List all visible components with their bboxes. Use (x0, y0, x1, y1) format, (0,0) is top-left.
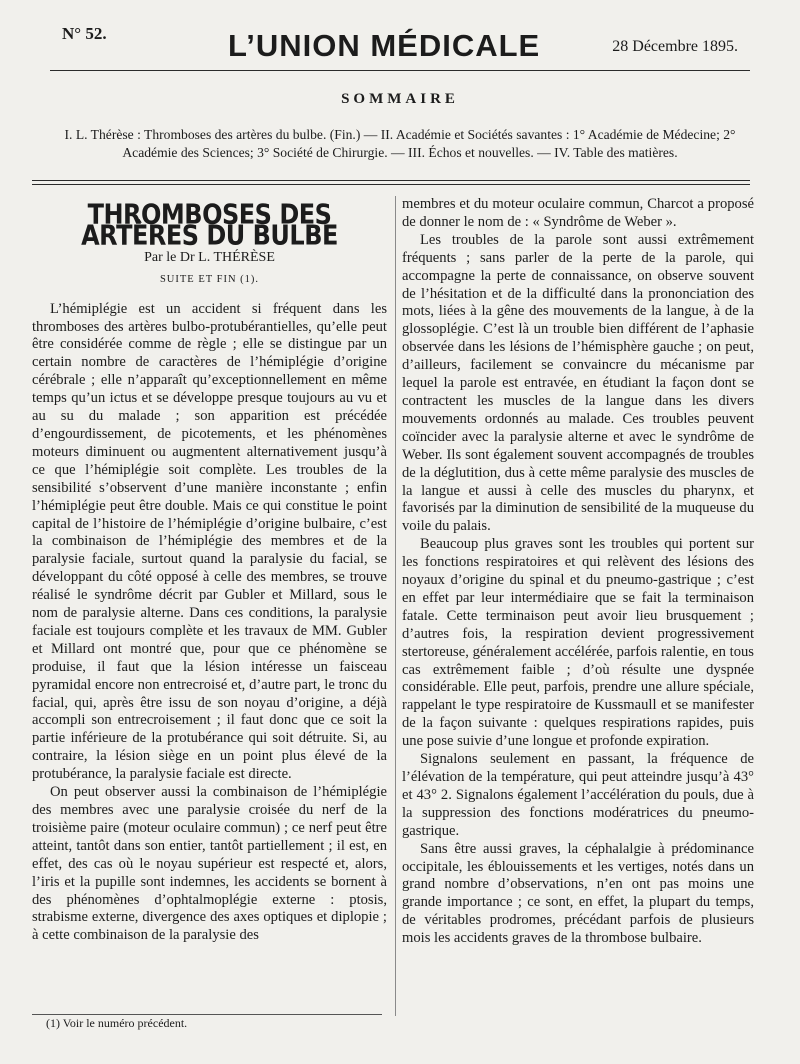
issue-date: 28 Décembre 1895. (612, 38, 738, 55)
sommaire-heading: SOMMAIRE (341, 91, 459, 107)
left-column (32, 196, 387, 945)
paragraph: L’hémiplégie est un accident si fréquent dans les thromboses des artères bulbo-protubérantielles, qu’elle peut être considérée comme de règle ; elle se distingue par un certain nombre de caractères de l’hémiplégie d’origine cérébrale ; elle n’apparaît qu’exceptionnellement en même temps qu’un ictus et se développe presque toujours au vu et au su du malade ; son apparition est précédée d’engourdissement, de picotements, et les phénomènes moteurs diminuent ou augmentent alternativement jusqu’à ce que l’hémiplégie soit complète. Les troubles de la sensibilité s’observent d’une manière inconstante ; enfin l’hémiplégie peut être double. Mais ce qui constitue le point capital de l’histoire de l’hémiplégie d’origine bulbaire, c’est la combinaison de l’hémiplégie des membres et de la paralysie faciale, surtout quand la paralysie du facial, se développant du côté opposé à celle des membres, se trouve réalisé le syndrôme décrit par Gubler et Millard, sous le nom de paralysie alterne. Dans ces conditions, la paralysie faciale est toujours complète et les travaux de MM. Gubler et Millard ont montré que, pour que ce phénomène se produise, il faut que la lésion intéresse un faisceau pyramidal encore non entrecroisé et, d’autre part, le tronc du facial, qui, après être issu de son noyau d’origine, a déjà accompli son entrecroisement ; il faut donc que ce soit la partie inférieure de la protubérance qui soit détruite. Si, au contraire, la lésion siège en un point plus élevé de la protubérance, la paralysie faciale est directe. (32, 300, 387, 783)
masthead (0, 0, 800, 80)
journal-title: L’UNION MÉDICALE (228, 28, 541, 63)
paragraph: membres et du moteur oculaire commun, Charcot a proposé de donner le nom de : « Syndrôme de Weber ». (402, 196, 754, 230)
paragraph: Beaucoup plus graves sont les troubles qui portent sur les fonctions respiratoires et qui relèvent des lésions des noyaux d’origine du spinal et du pneumo-gastrique ; c’est en effet par leur intermédiaire que se fait la terminaison fatale. Cette terminaison peut avoir lieu brusquement ; d’autres fois, la respiration devient progressivement stertoreuse, généralement accélérée, parfois ralentie, en tous cas extrêmement faible ; d’où résulte une dyspnée considérable. Elle peut, parfois, prendre une allure spéciale, rappelant le type respiratoire de Kussmaull et se manifester de la façon suivante : quelques respirations rapides, puis une pose suivie d’une longue et profonde expiration. (402, 536, 754, 750)
paragraph: On peut observer aussi la combinaison de l’hémiplégie des membres avec une paralysie croisée du nerf de la troisième paire (moteur oculaire commun) ; ce nerf peut être atteint, tantôt dans son entier, tantôt partiellement ; il est, en effet, des cas où le noyau supérieur est respecté et, alors, l’iris et la pupille sont indemnes, les accidents se bornent à des phénomènes d’ophtalmoplégie externe : ptosis, strabisme externe, divergence des axes optiques et diplopie ; à cette combinaison de la paralysie des (32, 784, 387, 944)
issue-number: N° 52. (62, 24, 107, 43)
column-divider (395, 196, 396, 1016)
sommaire-text: I. L. Thérèse : Thromboses des artères du bulbe. (Fin.) — II. Académie et Sociétés savantes : 1° Académie de Médecine; 2° Académie des Sciences; 3° Société de Chirurgie. — III. Échos et nouvelles. — IV. Table des matières. (64, 127, 736, 160)
paragraph: Signalons seulement en passant, la fréquence de l’élévation de la température, qui peut atteindre jusqu’à 43° et 43° 2. Signalons également l’accélération du pouls, due à la suppression des fonctions modératrices du pneumo-gastrique. (402, 751, 754, 839)
right-column (402, 196, 754, 948)
paragraph: Les troubles de la parole sont aussi extrêmement fréquents ; sans parler de la perte de la parole, qui accompagne la perte de connaissance, on observe souvent de l’hésitation et de la difficulté dans la prononciation des mots, liées à la gêne des mouvements de la langue, à de la glossoplégie. C’est là un trouble bien différent de l’aphasie observée dans les lésions de l’hémisphère gauche ; on peut, d’ailleurs, facilement se convaincre du mécanisme par lequel la parole est entravée, en étudiant la façon dont se contractent les muscles de la langue dans les divers mouvements ordonnés au malade. Ces troubles peuvent coïncider avec la paralysie alterne et avec le syndrôme de Weber. Ils sont également souvent accompagnés de troubles de la déglutition, dus à cette même paralysie des muscles de la langue et aussi à celle des muscles du pharynx, et favorisés par la diminution de sensibilité de la muqueuse du voile du palais. (402, 231, 754, 535)
paragraph: Sans être aussi graves, la céphalalgie à prédominance occipitale, les éblouissements et les vertiges, notés dans un grand nombre d’observations, n’en ont pas moins une grande importance ; ce sont, en effet, la plupart du temps, de véritables prodromes, précédant parfois de plusieurs mois les accidents graves de la thrombose bulbaire. (402, 840, 754, 947)
article-byline: Par le Dr L. THÉRÈSE (144, 249, 275, 265)
sommaire-rule-top (32, 180, 750, 181)
sommaire-rule-bottom (32, 184, 750, 185)
masthead-rule (50, 70, 750, 71)
article-continuation-note: SUITE ET FIN (1). (159, 273, 260, 285)
footnote: (1) Voir le numéro précédent. (46, 1016, 188, 1030)
article-title: THROMBOSES DES ARTÈRES DU BULBE (81, 198, 338, 252)
footnote-rule (32, 1014, 382, 1015)
